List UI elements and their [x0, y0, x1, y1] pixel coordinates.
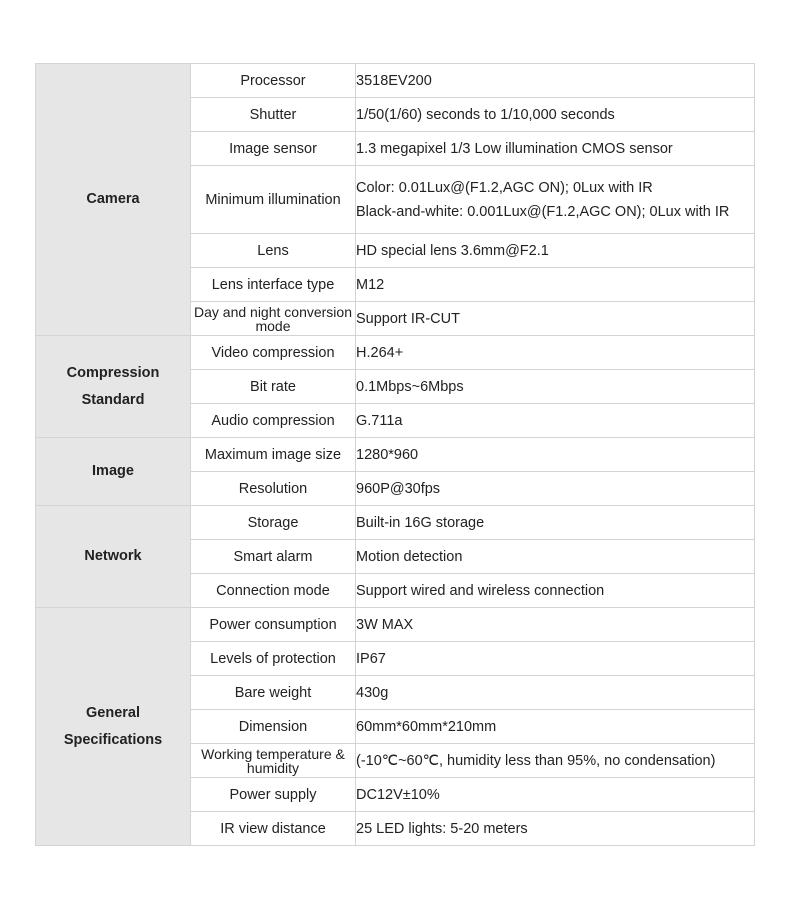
- spec-value: 60mm*60mm*210mm: [356, 710, 755, 744]
- spec-name: Bit rate: [191, 370, 356, 404]
- category-label: Camera: [86, 191, 140, 207]
- spec-value: M12: [356, 268, 755, 302]
- spec-name: Day and night conversion mode: [191, 302, 356, 336]
- spec-value: 960P@30fps: [356, 472, 755, 506]
- table-row: [36, 438, 755, 472]
- spec-value: Support IR-CUT: [356, 302, 755, 336]
- spec-value: Built-in 16G storage: [356, 506, 755, 540]
- category-label: General Specifications: [63, 704, 163, 748]
- category-cell: [36, 608, 191, 846]
- spec-name: Smart alarm: [191, 540, 356, 574]
- spec-value: 1.3 megapixel 1/3 Low illumination CMOS sensor: [356, 132, 755, 166]
- spec-name: Connection mode: [191, 574, 356, 608]
- spec-name: Dimension: [191, 710, 356, 744]
- spec-name: Power consumption: [191, 608, 356, 642]
- spec-name: Resolution: [191, 472, 356, 506]
- spec-value: 3518EV200: [356, 64, 755, 98]
- spec-name: Storage: [191, 506, 356, 540]
- category-label: Compression Standard: [66, 364, 160, 408]
- spec-name: Levels of protection: [191, 642, 356, 676]
- spec-value: 1/50(1/60) seconds to 1/10,000 seconds: [356, 98, 755, 132]
- spec-value-line: Color: 0.01Lux@(F1.2,AGC ON); 0Lux with IR: [356, 179, 653, 196]
- category-cell: [36, 336, 191, 438]
- spec-value: [356, 166, 755, 234]
- spec-value-line: Black-and-white: 0.001Lux@(F1.2,AGC ON); 0Lux with IR: [356, 203, 730, 220]
- spec-value: 1280*960: [356, 438, 755, 472]
- spec-value: 25 LED lights: 5-20 meters: [356, 812, 755, 846]
- spec-name: Lens: [191, 234, 356, 268]
- spec-value: Support wired and wireless connection: [356, 574, 755, 608]
- spec-value: 430g: [356, 676, 755, 710]
- spec-name: Lens interface type: [191, 268, 356, 302]
- spec-value: 0.1Mbps~6Mbps: [356, 370, 755, 404]
- table-row: [36, 608, 755, 642]
- spec-value: (-10℃~60℃, humidity less than 95%, no condensation): [356, 744, 755, 778]
- spec-name: Working temperature & humidity: [191, 744, 356, 778]
- spec-value: DC12V±10%: [356, 778, 755, 812]
- category-cell: [36, 64, 191, 336]
- spec-value: H.264+: [356, 336, 755, 370]
- spec-name: Maximum image size: [191, 438, 356, 472]
- spec-name: Minimum illumination: [191, 166, 356, 234]
- spec-name: Shutter: [191, 98, 356, 132]
- spec-name: Image sensor: [191, 132, 356, 166]
- spec-value: IP67: [356, 642, 755, 676]
- category-cell: [36, 438, 191, 506]
- spec-value: G.711a: [356, 404, 755, 438]
- table-row: [36, 336, 755, 370]
- category-cell: [36, 506, 191, 608]
- spec-name: IR view distance: [191, 812, 356, 846]
- spec-value: HD special lens 3.6mm@F2.1: [356, 234, 755, 268]
- spec-name: Bare weight: [191, 676, 356, 710]
- spec-name: Power supply: [191, 778, 356, 812]
- spec-name: Audio compression: [191, 404, 356, 438]
- spec-value: 3W MAX: [356, 608, 755, 642]
- table-row: [36, 506, 755, 540]
- table-row: [36, 64, 755, 98]
- spec-name: Video compression: [191, 336, 356, 370]
- spec-name: Processor: [191, 64, 356, 98]
- spec-value: Motion detection: [356, 540, 755, 574]
- spec-table: [35, 63, 755, 846]
- category-label: Network: [84, 548, 142, 564]
- category-label: Image: [92, 463, 134, 479]
